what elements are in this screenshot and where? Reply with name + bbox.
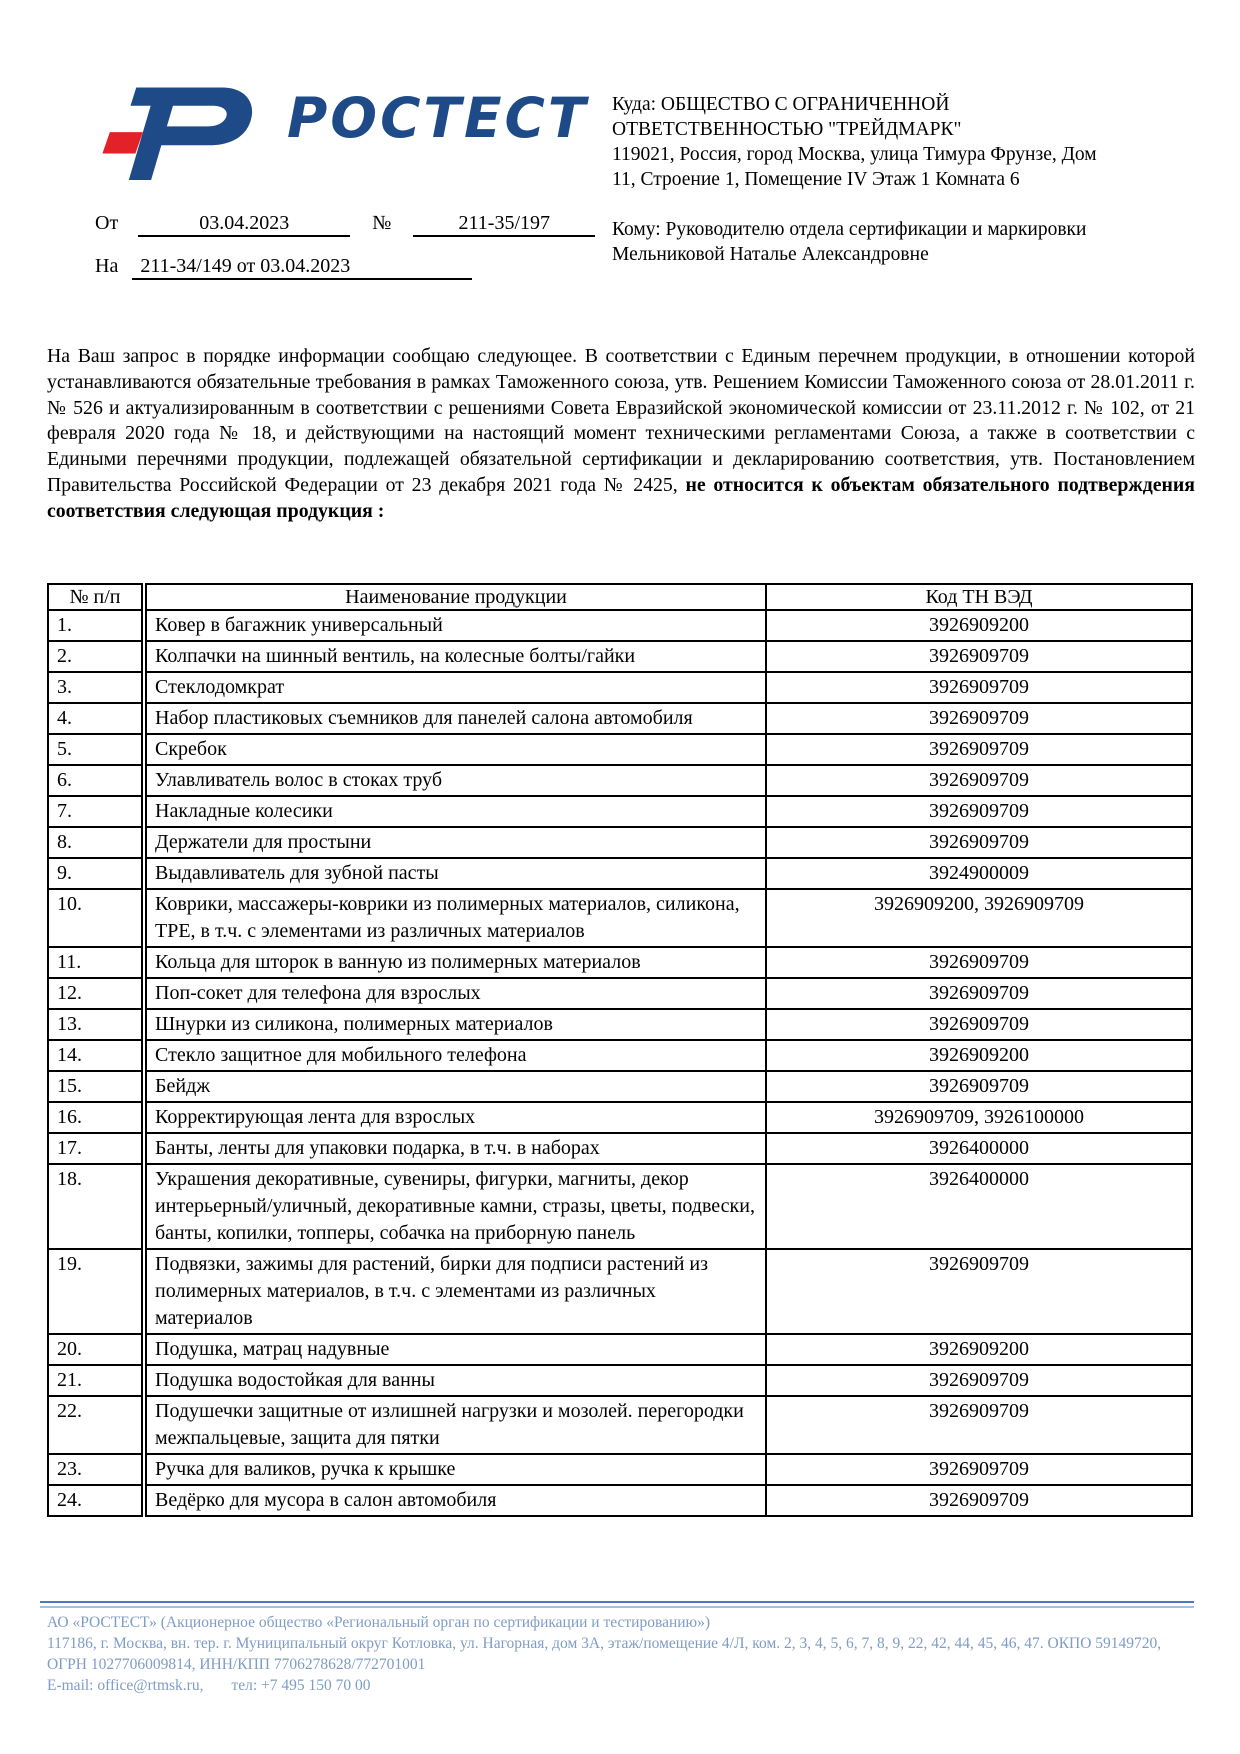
outgoing-date: 03.04.2023 (138, 212, 350, 237)
tnved-code: 3926909709, 3926100000 (766, 1102, 1192, 1133)
table-row (48, 827, 1192, 858)
from-label: От (95, 212, 119, 234)
product-name: Подушка, матрац надувные (144, 1334, 766, 1365)
product-name: Держатели для простыни (144, 827, 766, 858)
footer-company-line: АО «РОСТЕСТ» (Акционерное общество «Региональный орган по сертификации и тестированию») (47, 1614, 711, 1631)
header-product: Наименование продукции (144, 584, 766, 610)
rostest-wordmark: РОСТЕСТ (287, 86, 589, 150)
row-number: 5. (48, 734, 144, 765)
table-row (48, 889, 1192, 947)
table-row (48, 858, 1192, 889)
reference-block (95, 212, 595, 298)
product-name: Корректирующая лента для взрослых (144, 1102, 766, 1133)
table-row (48, 796, 1192, 827)
table-header-row (48, 584, 1192, 610)
product-name: Бейдж (144, 1071, 766, 1102)
product-name: Украшения декоративные, сувениры, фигурки, магниты, декор интерьерный/уличный, декоративные камни, стразы, цветы, подвески, банты, копилки, топперы, собачка на приборную панель (144, 1164, 766, 1249)
tnved-code: 3926909200 (766, 610, 1192, 641)
row-number: 14. (48, 1040, 144, 1071)
footer-address-line: 117186, г. Москва, вн. тер. г. Муниципальный округ Котловка, ул. Нагорная, дом 3А, этаж/помещение 4/Л, ком. 2, 3, 4, 5, 6, 7, 8, 9, 22, 42, 44, 45, 46, 47. ОКПО 59149720, ОГРН 1027706009814, ИНН/КПП 7706278628/772701001 (47, 1635, 1162, 1673)
product-name: Банты, ленты для упаковки подарка, в т.ч. в наборах (144, 1133, 766, 1164)
row-number: 18. (48, 1164, 144, 1249)
table-row (48, 1133, 1192, 1164)
body-paragraph (47, 344, 1195, 525)
footer-contacts-line (47, 1675, 1199, 1696)
table-row (48, 1071, 1192, 1102)
product-name: Стеклодомкрат (144, 672, 766, 703)
body-text-bold: не относится к объектам обязательного подтверждения соответствия следующая продукция : (47, 473, 1195, 522)
row-number: 23. (48, 1454, 144, 1485)
row-number: 16. (48, 1102, 144, 1133)
tnved-code: 3926909709 (766, 1365, 1192, 1396)
table-row (48, 1009, 1192, 1040)
incoming-reference: 211-34/149 от 03.04.2023 (132, 255, 472, 280)
tnved-code: 3926909709 (766, 1454, 1192, 1485)
row-number: 19. (48, 1249, 144, 1334)
header-number: № п/п (48, 584, 144, 610)
body-text-normal: На Ваш запрос в порядке информации сообщаю следующее. В соответствии с Единым перечнем продукции, в отношении которой устанавливаются обязательные требования в рамках Таможенного союза, утв. Решением Комиссии Таможенного союза от 28.01.2011 г. № 526 и актуализированным в соответствии с решениями Совета Евразийской экономической комиссии от 23.11.2012 г. № 102, от 21 февраля 2020 года № 18, и действующими на настоящий момент техническими регламентами Союза, а также в соответствии с Едиными перечнями продукции, подлежащей обязательной сертификации и декларированию соответствия, утв. Постановлением Правительства Российской Федерации от 23 декабря 2021 года № 2425, (47, 345, 1195, 496)
row-number: 17. (48, 1133, 144, 1164)
footer-separator-line (40, 1601, 1194, 1608)
row-number: 1. (48, 610, 144, 641)
tnved-code: 3926909200, 3926909709 (766, 889, 1192, 947)
tnved-code: 3926909200 (766, 1040, 1192, 1071)
table-row (48, 734, 1192, 765)
table-row (48, 610, 1192, 641)
product-name: Колпачки на шинный вентиль, на колесные болты/гайки (144, 641, 766, 672)
table-row (48, 1249, 1192, 1334)
tnved-code: 3926400000 (766, 1164, 1192, 1249)
product-name: Коврики, массажеры-коврики из полимерных материалов, силикона, ТРЕ, в т.ч. с элементами из различных материалов (144, 889, 766, 947)
tnved-code: 3926909709 (766, 1396, 1192, 1454)
row-number: 15. (48, 1071, 144, 1102)
recipient-block (612, 92, 1124, 267)
tnved-code: 3926909709 (766, 796, 1192, 827)
footer-block (47, 1612, 1199, 1696)
row-number: 6. (48, 765, 144, 796)
row-number: 8. (48, 827, 144, 858)
product-name: Улавливатель волос в стоках труб (144, 765, 766, 796)
tnved-code: 3926909709 (766, 978, 1192, 1009)
product-name: Ручка для валиков, ручка к крышке (144, 1454, 766, 1485)
table-row (48, 703, 1192, 734)
row-number: 3. (48, 672, 144, 703)
recipient-attn: Кому: Руководителю отдела сертификации и маркировки (612, 219, 1087, 240)
row-number: 7. (48, 796, 144, 827)
product-name: Поп-сокет для телефона для взрослых (144, 978, 766, 1009)
row-number: 20. (48, 1334, 144, 1365)
product-name: Скребок (144, 734, 766, 765)
tnved-code: 3926909709 (766, 947, 1192, 978)
tnved-code: 3926909709 (766, 703, 1192, 734)
row-number: 11. (48, 947, 144, 978)
tnved-code: 3926909709 (766, 827, 1192, 858)
row-number: 12. (48, 978, 144, 1009)
table-row (48, 1485, 1192, 1516)
recipient-org: Куда: ОБЩЕСТВО С ОГРАНИЧЕННОЙ ОТВЕТСТВЕННОСТЬЮ "ТРЕЙДМАРК" (612, 94, 962, 140)
tnved-code: 3926909709 (766, 1485, 1192, 1516)
table-row (48, 765, 1192, 796)
table-row (48, 978, 1192, 1009)
row-number: 24. (48, 1485, 144, 1516)
table-row (48, 1365, 1192, 1396)
tnved-code: 3926909709 (766, 672, 1192, 703)
re-label: На (95, 255, 119, 277)
product-name: Подвязки, зажимы для растений, бирки для подписи растений из полимерных материалов, в т.ч. с элементами из различных материалов (144, 1249, 766, 1334)
table-row (48, 1040, 1192, 1071)
row-number: 4. (48, 703, 144, 734)
outgoing-ref-row (95, 212, 595, 237)
tnved-code: 3924900009 (766, 858, 1192, 889)
rostest-logo-icon (95, 80, 260, 185)
footer-phone: тел: +7 495 150 70 00 (231, 1677, 371, 1694)
tnved-code: 3926909709 (766, 734, 1192, 765)
table-row (48, 1454, 1192, 1485)
header-tnved: Код ТН ВЭД (766, 584, 1192, 610)
table-row (48, 1164, 1192, 1249)
table-row (48, 641, 1192, 672)
product-name: Подушечки защитные от излишней нагрузки и мозолей. перегородки межпальцевые, защита для пятки (144, 1396, 766, 1454)
row-number: 10. (48, 889, 144, 947)
recipient-address: 119021, Россия, город Москва, улица Тимура Фрунзе, Дом 11, Строение 1, Помещение IV Этаж 1 Комната 6 (612, 144, 1097, 190)
footer-email: E-mail: office@rtmsk.ru, (47, 1677, 204, 1694)
table-row (48, 947, 1192, 978)
outgoing-number: 211-35/197 (413, 212, 595, 237)
tnved-code: 3926909200 (766, 1334, 1192, 1365)
recipient-attn-name: Мельниковой Наталье Александровне (612, 244, 929, 265)
table-row (48, 1396, 1192, 1454)
tnved-code: 3926400000 (766, 1133, 1192, 1164)
table-row (48, 672, 1192, 703)
table-row (48, 1102, 1192, 1133)
tnved-code: 3926909709 (766, 1249, 1192, 1334)
row-number: 22. (48, 1396, 144, 1454)
row-number: 21. (48, 1365, 144, 1396)
tnved-code: 3926909709 (766, 765, 1192, 796)
row-number: 13. (48, 1009, 144, 1040)
tnved-code: 3926909709 (766, 641, 1192, 672)
table-row (48, 1334, 1192, 1365)
product-name: Накладные колесики (144, 796, 766, 827)
row-number: 9. (48, 858, 144, 889)
product-name: Ковер в багажник универсальный (144, 610, 766, 641)
product-name: Выдавливатель для зубной пасты (144, 858, 766, 889)
product-name: Стекло защитное для мобильного телефона (144, 1040, 766, 1071)
tnved-code: 3926909709 (766, 1009, 1192, 1040)
tnved-code: 3926909709 (766, 1071, 1192, 1102)
number-sign: № (372, 212, 392, 234)
logo-red-dash (102, 132, 142, 153)
products-table (47, 583, 1193, 1517)
product-name: Набор пластиковых съемников для панелей салона автомобиля (144, 703, 766, 734)
row-number: 2. (48, 641, 144, 672)
product-name: Подушка водостойкая для ванны (144, 1365, 766, 1396)
product-name: Шнурки из силикона, полимерных материалов (144, 1009, 766, 1040)
incoming-ref-row (95, 255, 595, 280)
product-name: Ведёрко для мусора в салон автомобиля (144, 1485, 766, 1516)
product-name: Кольца для шторок в ванную из полимерных материалов (144, 947, 766, 978)
